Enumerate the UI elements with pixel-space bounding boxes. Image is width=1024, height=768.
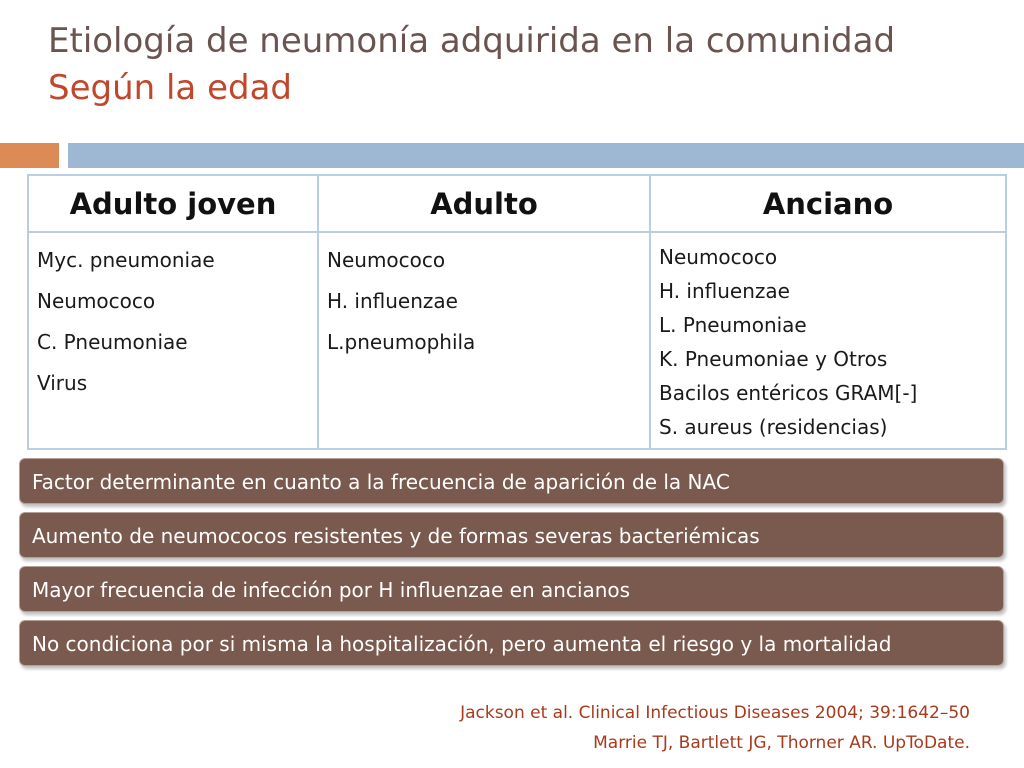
table-header-row <box>28 175 1006 232</box>
column-header-adulto-joven: Adulto joven <box>28 175 318 232</box>
list-item: L. Pneumoniae <box>659 313 807 337</box>
key-points-list <box>19 458 1004 674</box>
list-item: C. Pneumoniae <box>37 330 188 354</box>
title-subtitle: Según la edad <box>48 68 292 108</box>
list-item: H. influenzae <box>659 279 790 303</box>
list-item: Myc. pneumoniae <box>37 248 215 272</box>
key-point-box: Mayor frecuencia de infección por H influenzae en ancianos <box>19 566 1004 612</box>
column-header-adulto: Adulto <box>318 175 650 232</box>
key-point-box: No condiciona por si misma la hospitalización, pero aumenta el riesgo y la mortalidad <box>19 620 1004 666</box>
references <box>460 698 970 758</box>
cell-adulto <box>318 232 650 449</box>
reference-line: Jackson et al. Clinical Infectious Diseases 2004; 39:1642–50 <box>460 703 970 723</box>
accent-bar-orange <box>0 143 59 168</box>
list-item: Neumococo <box>659 245 778 269</box>
key-point-box: Factor determinante en cuanto a la frecuencia de aparición de la NAC <box>19 458 1004 504</box>
list-item: K. Pneumoniae y Otros <box>659 347 888 371</box>
list-item: Bacilos entéricos GRAM[-] <box>659 381 918 405</box>
column-header-anciano: Anciano <box>650 175 1006 232</box>
list-item: S. aureus (residencias) <box>659 415 888 439</box>
key-point-box: Aumento de neumococos resistentes y de formas severas bacteriémicas <box>19 512 1004 558</box>
reference-line: Marrie TJ, Bartlett JG, Thorner AR. UpToDate. <box>593 733 970 753</box>
cell-anciano <box>650 232 1006 449</box>
list-item: Virus <box>37 371 88 395</box>
title-main: Etiología de neumonía adquirida en la comunidad <box>48 21 896 61</box>
list-item: H. influenzae <box>327 289 458 313</box>
etiology-table <box>27 174 1007 450</box>
list-item: Neumococo <box>37 289 156 313</box>
slide-title <box>48 18 895 112</box>
cell-adulto-joven <box>28 232 318 449</box>
list-item: L.pneumophila <box>327 330 476 354</box>
table-row <box>28 232 1006 449</box>
accent-bar-blue <box>68 143 1024 168</box>
list-item: Neumococo <box>327 248 446 272</box>
